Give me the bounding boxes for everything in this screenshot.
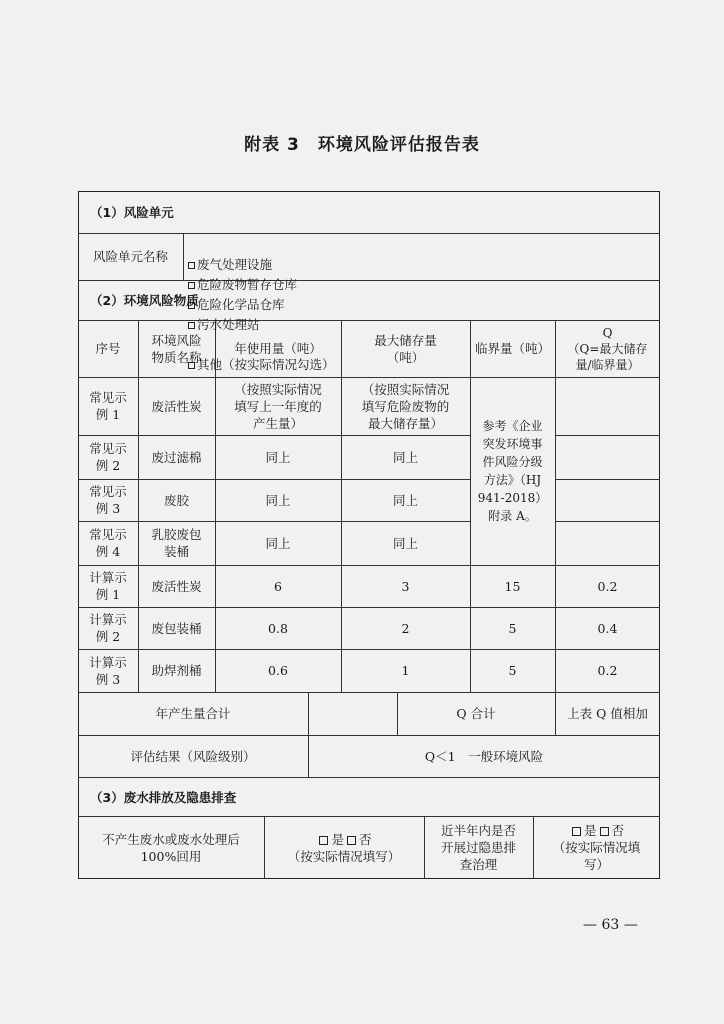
table-row-no: 计算示 例 3 [89, 654, 127, 687]
option-hazardous-waste[interactable]: 危险废物暂存仓库 [188, 277, 297, 292]
page-title: 附表 3 环境风险评估报告表 [244, 135, 480, 155]
table-row-annual: 同上 [265, 492, 291, 508]
table-row-max: 同上 [392, 449, 418, 465]
header-critical: 临界量（吨） [474, 341, 550, 356]
table-row-max: （按照实际情况 填写危险废物的 最大储存量） [361, 381, 450, 431]
annual-total-label: 年产生量合计 [155, 706, 231, 721]
table-row-max: 3 [401, 578, 410, 594]
option-other[interactable]: 其他（按实际情况勾选） [188, 357, 335, 372]
table-row-annual: 6 [274, 578, 282, 594]
option-sewage[interactable]: 污水处理站 [188, 317, 260, 332]
table-row-no: 常见示 例 1 [89, 390, 127, 422]
header-max-storage: 最大储存量 （吨） [374, 332, 437, 365]
table-row-max: 1 [401, 663, 410, 678]
table-row-name: 废活性炭 [151, 578, 202, 594]
q-total-value: 上表 Q 值相加 [567, 706, 648, 721]
table-row-no: 常见示 例 2 [89, 441, 127, 473]
section-risk-substance-heading: （2）环境风险物质 [90, 293, 199, 308]
section-risk-unit-heading: （1）风险单元 [90, 205, 174, 220]
header-q: Q （Q=最大储存 量/临界量） [567, 325, 648, 372]
checkbox-no-icon[interactable] [600, 827, 609, 836]
option-chemical-warehouse[interactable]: 危险化学品仓库 [188, 297, 285, 312]
section-wastewater-heading: （3）废水排放及隐患排查 [90, 789, 237, 805]
checkbox-yes-icon[interactable] [319, 836, 328, 845]
hazard-check-question: 近半年内是否 开展过隐患排 查治理 [440, 823, 516, 872]
table-row-annual: 同上 [265, 449, 291, 465]
table-row-max: 同上 [392, 492, 418, 508]
table-row-q: 0.2 [597, 578, 618, 594]
evaluation-label: 评估结果（风险级别） [130, 748, 256, 764]
table-row-annual: （按照实际情况 填写上一年度的 产生量） [234, 381, 322, 431]
hazard-check-answer: 是 否 （按实际情况填 写） [552, 823, 641, 872]
risk-unit-label: 风险单元名称 [92, 249, 168, 264]
table-row-max: 2 [401, 620, 410, 636]
table-row-name: 助焊剂桶 [151, 663, 202, 678]
table-row-name: 乳胶废包 装桶 [151, 527, 202, 559]
table-row-q: 0.4 [597, 620, 618, 636]
page-number: — 63 — [583, 917, 638, 933]
evaluation-result: Q＜1 一般环境风险 [424, 748, 544, 764]
table-row-name: 废包装桶 [151, 620, 202, 636]
table-row-critical: 5 [508, 663, 517, 678]
table-row-name: 废过滤棉 [151, 449, 202, 465]
checkbox-icon [188, 262, 195, 269]
checkbox-no-icon[interactable] [347, 836, 356, 845]
checkbox-yes-icon[interactable] [572, 827, 581, 836]
table-row-no: 计算示 例 1 [89, 570, 127, 602]
table-row-name: 废活性炭 [151, 398, 202, 414]
header-no: 序号 [95, 341, 121, 356]
option-waste-gas[interactable]: 废气处理设施 [188, 257, 272, 272]
table-row-max: 同上 [392, 535, 418, 551]
table-row-no: 常见示 例 4 [89, 527, 127, 559]
table-row-no: 计算示 例 2 [89, 612, 127, 644]
table-row-q: 0.2 [597, 663, 618, 678]
table-row-annual: 同上 [265, 535, 291, 551]
q-total-label: Q 合计 [456, 706, 496, 721]
table-row-no: 常见示 例 3 [89, 484, 127, 516]
table-row-annual: 0.8 [268, 620, 288, 636]
wastewater-answer: 是 否 （按实际情况填写） [287, 831, 401, 864]
header-annual-use: 年使用量（吨） [234, 341, 322, 356]
annual-total-value [308, 692, 397, 735]
critical-reference-note: 参考《企业 突发环境事 件风险分级 方法》（HJ 941-2018） 附录 A。 [477, 419, 548, 523]
table-row-critical: 15 [504, 578, 521, 594]
table-row-annual: 0.6 [268, 663, 288, 678]
table-row-critical: 5 [508, 620, 517, 636]
table-row-name: 废胶 [163, 492, 189, 508]
header-substance: 环境风险 物质名称 [151, 332, 202, 365]
wastewater-question: 不产生废水或废水处理后 100%回用 [102, 831, 240, 864]
